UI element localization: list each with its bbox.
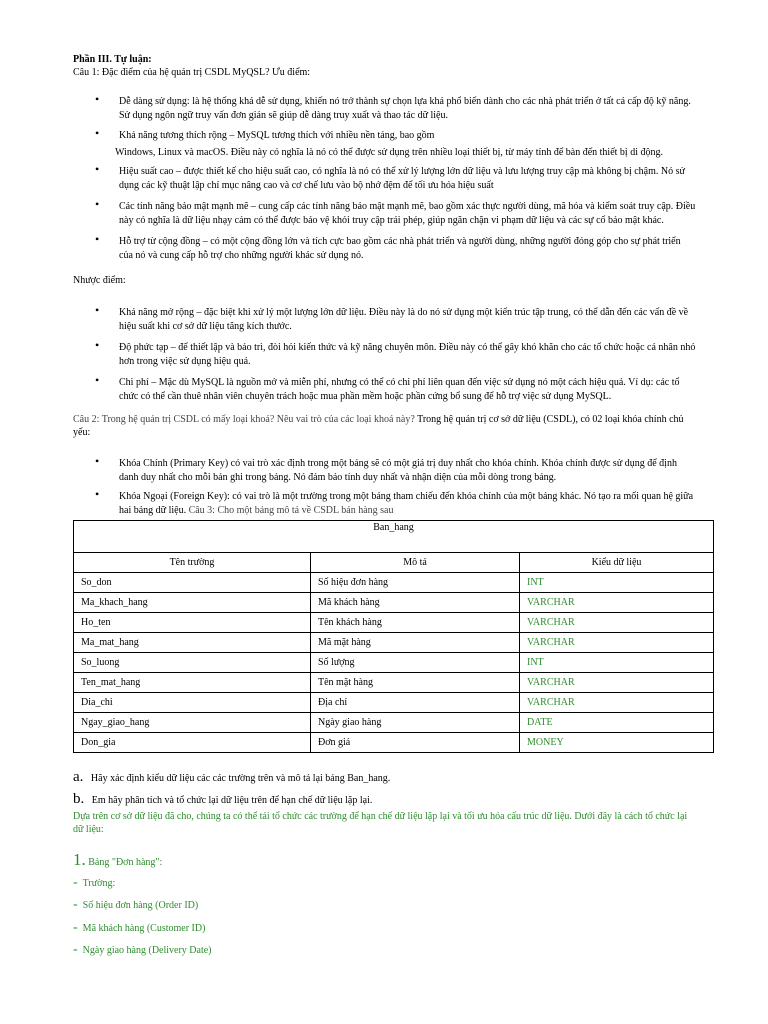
question-a: a. Hãy xác định kiểu dữ liệu các các trường trên và mô tả lại bảng Ban_hang. bbox=[73, 769, 391, 785]
field-item: - Ngày giao hàng (Delivery Date) bbox=[73, 942, 212, 957]
section-title: Phần III. Tự luận: bbox=[73, 54, 152, 65]
list-item: • Hỗ trợ từ cộng đồng – có một cộng đồng lớn và tích cực bao gồm các nhà phát triển và người dùng, những người đóng góp cho sự phát triển của nó và cung cấp hỗ trợ cho những người khác sử dụng nó. bbox=[95, 232, 681, 261]
table-title: Ban_hang bbox=[74, 521, 714, 553]
list-item: • Chi phí – Mặc dù MySQL là nguồn mở và miễn phí, nhưng có thể có chi phí liên quan đến việc sử dụng nó một cách hiệu quả. Ví dụ: các tổ chức có thể cần thuê nhân viên chuyên trách hoặc mua phần mềm hoặc phần cứng bổ sung để hỗ trợ việc sử dụng MySQL. bbox=[95, 373, 680, 402]
table-row: Ten_mat_hang Tên mặt hàng VARCHAR bbox=[74, 673, 714, 693]
column-header: Mô tả bbox=[311, 553, 520, 573]
disadvantages-label: Nhược điểm: bbox=[73, 275, 126, 286]
column-header: Tên trường bbox=[74, 553, 311, 573]
question-2: Câu 2: Trong hệ quản trị CSDL có mấy loại khoá? Nêu vai trò của các loại khoá này? Trong hệ quản trị cơ sở dữ liệu (CSDL), có 02 loại khóa chính chủ yếu: bbox=[73, 414, 684, 438]
list-item: • Khả năng mở rộng – đặc biệt khi xử lý một lượng lớn dữ liệu. Điều này là do nó sử dụng một kiến trúc tập trung, có thể dẫn đến các vấn đề về hiệu suất khi cơ sở dữ liệu tăng kích thước. bbox=[95, 303, 689, 332]
keys-list bbox=[95, 454, 715, 518]
field-item: - Mã khách hàng (Customer ID) bbox=[73, 920, 206, 935]
question-1: Câu 1: Đặc điểm của hệ quản trị CSDL MyQSL? Ưu điểm: bbox=[73, 67, 311, 78]
table-row: Don_gia Đơn giá MONEY bbox=[74, 733, 714, 753]
list-item: • Khóa Ngoại (Foreign Key): có vai trò là một trường trong một bảng tham chiếu đến khóa chính của một bảng khác. Nó tạo ra mối quan hệ giữa hai bảng dữ liệu. Câu 3: Cho một bảng mô tả về CSDL bán hàng sau bbox=[95, 487, 694, 516]
list-item: • Độ phức tạp – để thiết lập và bảo trì, đòi hỏi kiến thức và kỹ năng chuyên môn. Điều này có thể gây khó khăn cho các tổ chức hoặc cá nhân nhỏ hơn trong việc sử dụng hiệu quả. bbox=[95, 338, 696, 367]
fields-label: - Trường: bbox=[73, 875, 116, 890]
list-item: • Hiệu suất cao – được thiết kế cho hiệu suất cao, có nghĩa là nó có thể xử lý lượng lớn dữ liệu và lưu lượng truy cập mà không bị chậm. Nó sử dụng các kỹ thuật lập chỉ mục nâng cao và cơ chế lưu vào bộ nhớ đệm để tối ưu hóa hiệu suất bbox=[95, 162, 685, 191]
table-row: So_don Số hiệu đơn hàng INT bbox=[74, 573, 714, 593]
table-row: Ma_mat_hang Mã mặt hàng VARCHAR bbox=[74, 633, 714, 653]
column-header: Kiểu dữ liệu bbox=[520, 553, 714, 573]
table-row: Ngay_giao_hang Ngày giao hàng DATE bbox=[74, 713, 714, 733]
list-item: • Khả năng tương thích rộng – MySQL tương thích với nhiều nền tảng, bao gồm Windows, Linux và macOS. Điều này có nghĩa là nó có thể được sử dụng trên nhiều loại thiết bị, từ máy tính để bàn đến thiết bị di động. bbox=[95, 126, 663, 158]
list-item: • Dễ dàng sử dụng: là hệ thống khá dễ sử dụng, khiến nó trở thành sự chọn lựa khá phổ biến dành cho các nhà phát triển ở tất cả cấp độ kỹ năng. Sử dụng ngôn ngữ truy vấn đơn giản sẽ giúp dễ dàng truy xuất và thao tác dữ liệu. bbox=[95, 92, 691, 121]
list-item: • Các tính năng bảo mật mạnh mẽ – cung cấp các tính năng bảo mật mạnh mẽ, bao gồm xác thực người dùng, mã hóa và kiểm soát truy cập. Điều này có nghĩa là dữ liệu nhạy cảm có thể được bảo vệ khỏi truy cập trái phép, giúp ngăn chặn vi phạm dữ liệu và các sự cố bảo mật khác. bbox=[95, 197, 696, 226]
order-table-heading: 1. Bảng "Đơn hàng": bbox=[73, 850, 163, 869]
table-row: Dia_chi Địa chỉ VARCHAR bbox=[74, 693, 714, 713]
table-row: So_luong Số lượng INT bbox=[74, 653, 714, 673]
list-item: • Khóa Chính (Primary Key) có vai trò xác định trong một bảng sẽ có một giá trị duy nhất cho khóa chính. Khóa chính được sử dụng để định danh duy nhất cho mỗi bản ghi trong bảng. Nó đảm bảo tính duy nhất và nhận diện của mỗi dòng trong bảng. bbox=[95, 454, 677, 483]
advantages-list bbox=[95, 92, 715, 263]
table-row: Ho_ten Tên khách hàng VARCHAR bbox=[74, 613, 714, 633]
field-item: - Số hiệu đơn hàng (Order ID) bbox=[73, 897, 199, 912]
disadvantages-list bbox=[95, 303, 715, 404]
answer-b-intro: Dựa trên cơ sở dữ liệu đã cho, chúng ta có thể tái tổ chức các trường để hạn chế dữ liệu lặp lại và tối ưu hóa cấu trúc dữ liệu. Dưới đây là cách tổ chức lại dữ liệu: bbox=[73, 811, 688, 835]
table-row: Ma_khach_hang Mã khách hàng VARCHAR bbox=[74, 593, 714, 613]
ban-hang-table bbox=[73, 520, 714, 753]
question-b: b. Em hãy phân tích và tổ chức lại dữ liệu trên để hạn chế dữ liệu lặp lại. bbox=[73, 791, 373, 807]
